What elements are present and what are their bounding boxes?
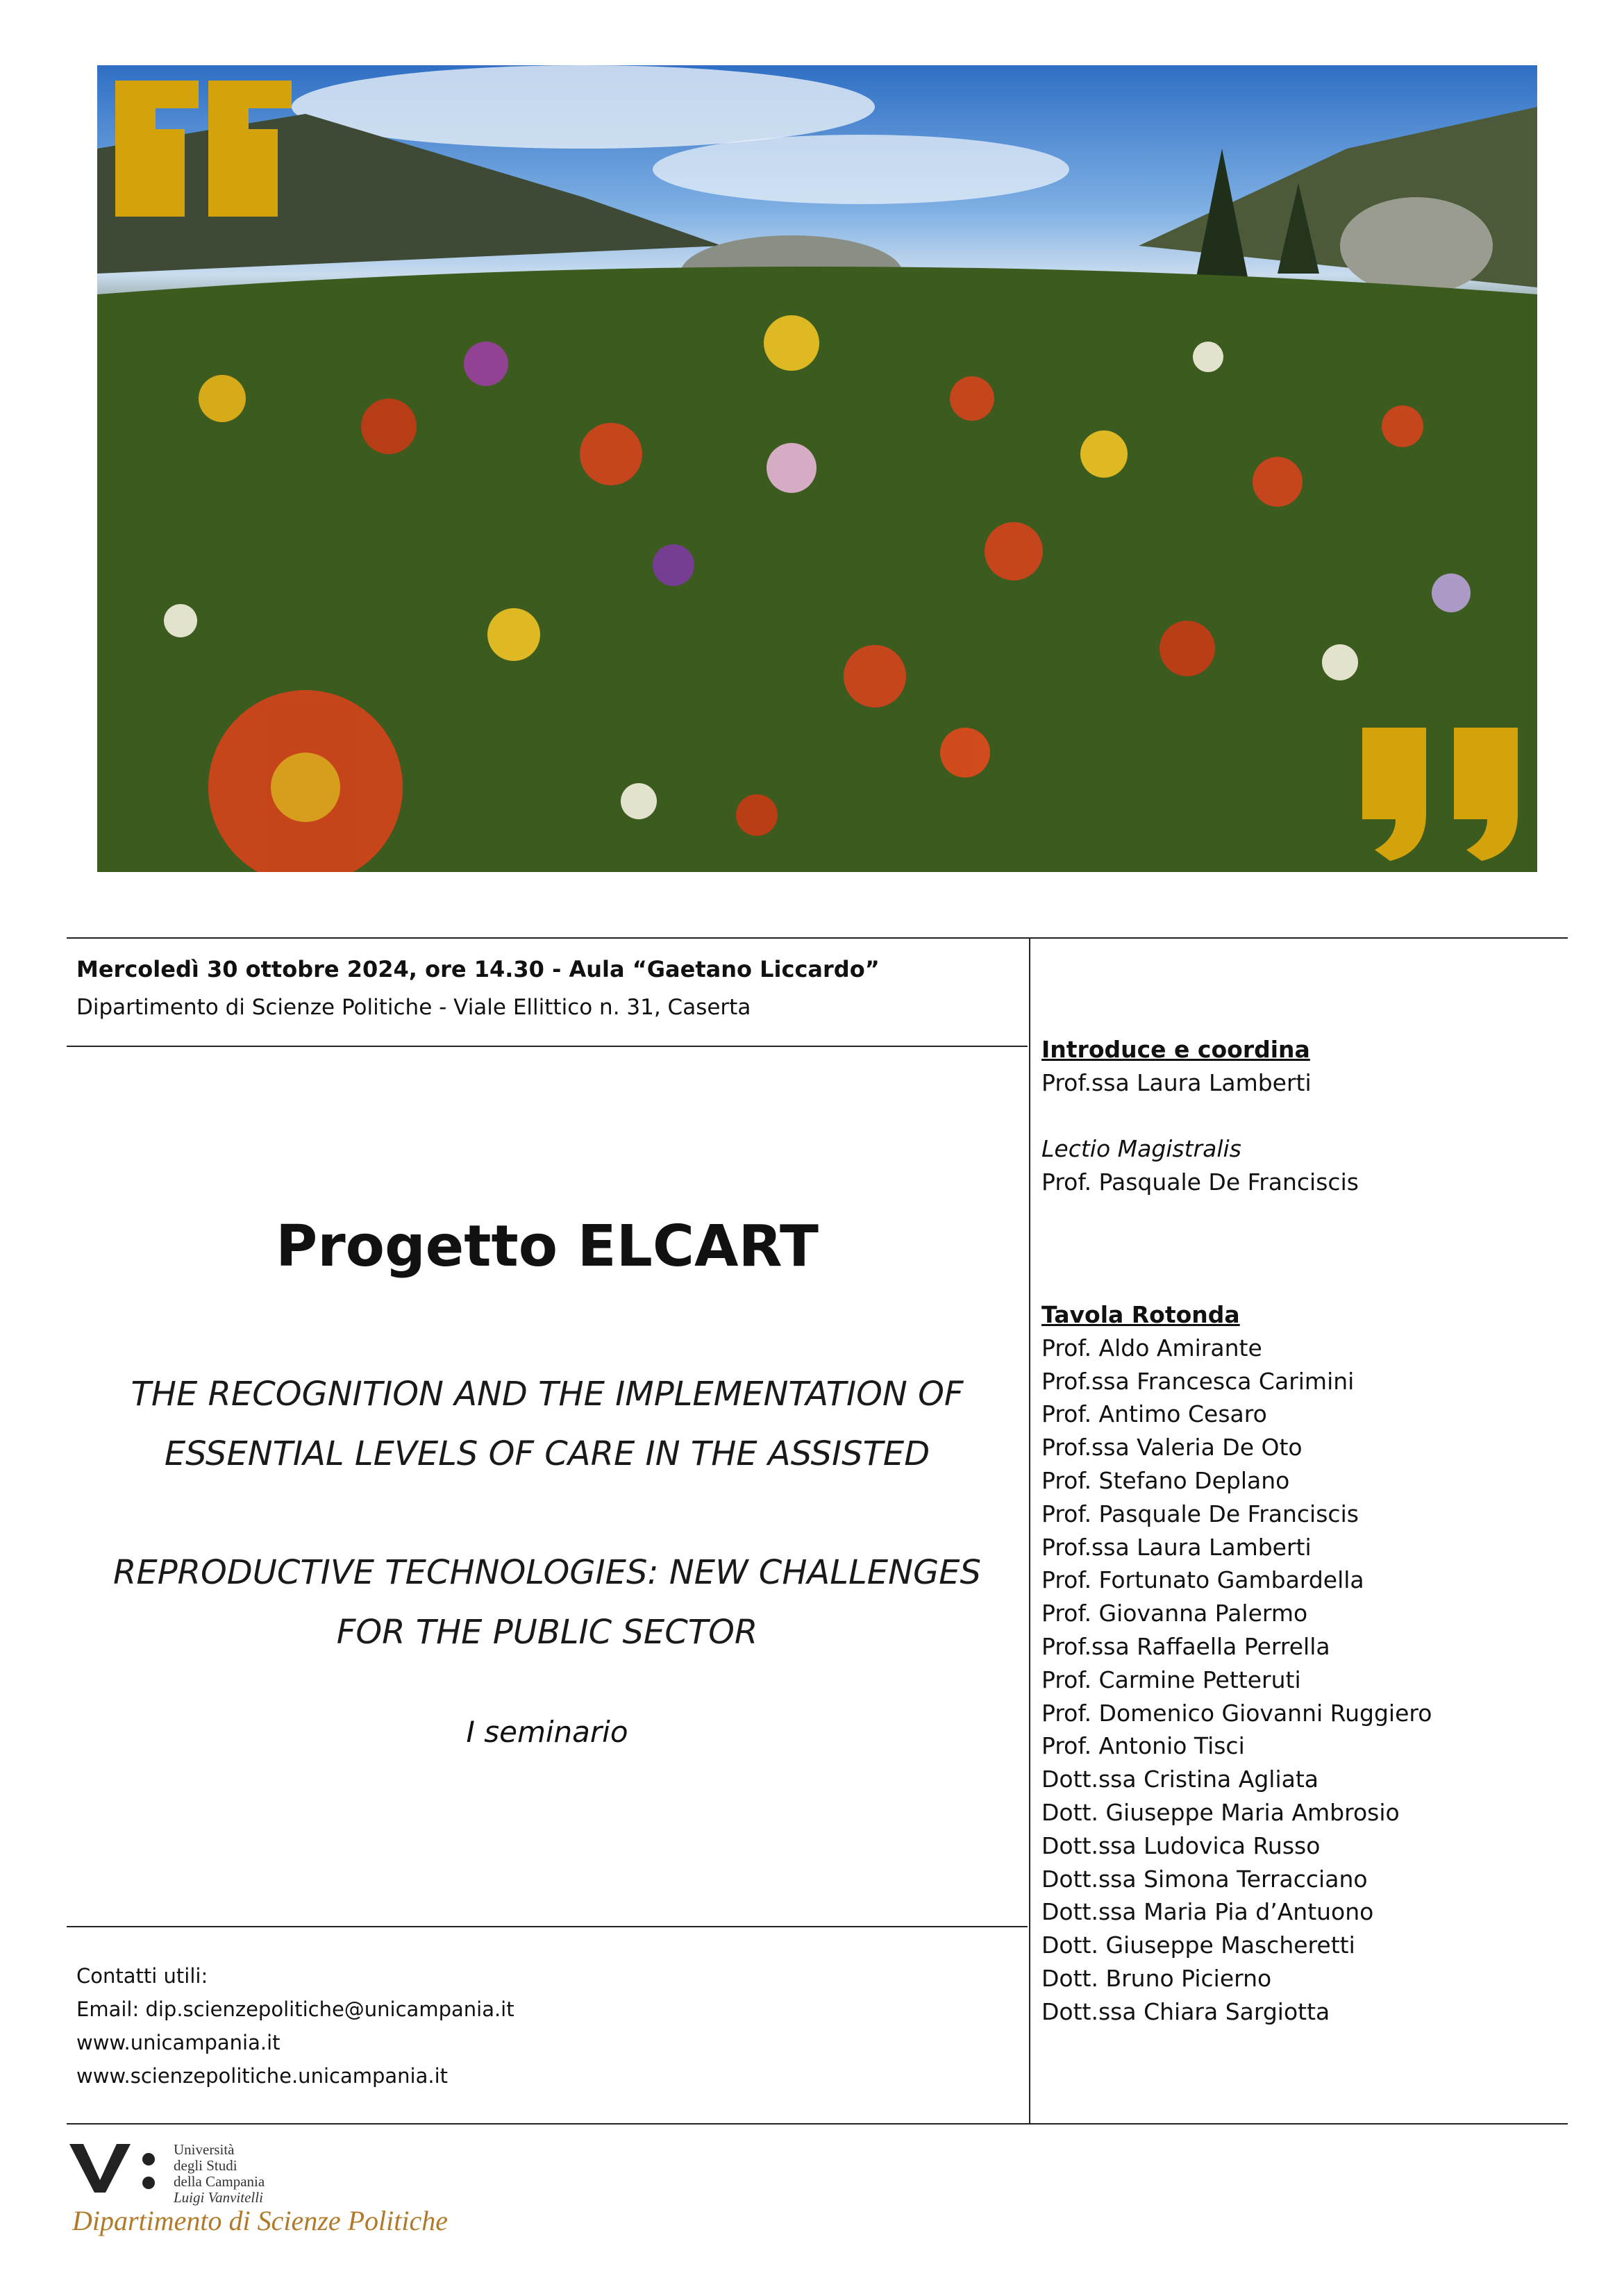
department-name: Dipartimento di Scienze Politiche [72, 2205, 448, 2236]
speaker-item: Prof. Giovanna Palermo [1041, 1600, 1308, 1627]
event-address: Dipartimento di Scienze Politiche - Viale Ellittico n. 31, Caserta [76, 995, 751, 1020]
speaker-item: Prof. Antimo Cesaro [1041, 1400, 1267, 1428]
speaker-item: Prof. Stefano Deplano [1041, 1466, 1290, 1494]
lectio-heading: Lectio Magistralis [1041, 1135, 1241, 1163]
spacer [1041, 1199, 1569, 1298]
seminar-label: I seminario [466, 1715, 628, 1749]
university-logo-icon [67, 2140, 164, 2195]
subtitle-line: FOR THE PUBLIC SECTOR [336, 1613, 758, 1652]
contacts-label: Contatti utili: [76, 1964, 208, 1988]
university-line: della Campania [174, 2173, 265, 2190]
speaker-item: Dott.ssa Maria Pia d’Antuono [1041, 1898, 1374, 1926]
bottom-rule [67, 2123, 1568, 2125]
university-line: Luigi Vanvitelli [174, 2189, 263, 2206]
subtitle-line: ESSENTIAL LEVELS OF CARE IN THE ASSISTED [164, 1434, 930, 1473]
contacts-email-link[interactable]: Email: dip.scienzepolitiche@unicampania.it [76, 1997, 514, 2021]
header-photo [97, 65, 1537, 872]
speaker-list [1041, 1332, 1569, 2029]
speaker-item: Prof. Fortunato Gambardella [1041, 1566, 1364, 1594]
top-rule [67, 937, 1568, 939]
contacts-website-link[interactable]: www.unicampania.it [76, 2031, 281, 2054]
speaker-item: Prof.ssa Laura Lamberti [1041, 1533, 1312, 1561]
university-line: Università [174, 2141, 235, 2158]
column-divider [1029, 937, 1030, 2125]
close-quote-icon [1362, 728, 1526, 861]
speaker-item: Dott.ssa Chiara Sargiotta [1041, 1997, 1330, 2025]
speaker-item: Dott.ssa Simona Terracciano [1041, 1865, 1368, 1893]
speaker-item: Prof.ssa Valeria De Oto [1041, 1434, 1303, 1461]
event-date: Mercoledì 30 ottobre 2024, ore 14.30 - Aula “Gaetano Liccardo” [76, 956, 880, 982]
speaker-item: Dott.ssa Cristina Agliata [1041, 1766, 1319, 1793]
spacer [1041, 1100, 1569, 1133]
intro-speaker: Prof.ssa Laura Lamberti [1041, 1069, 1312, 1096]
university-name [174, 2142, 265, 2206]
lectio-speaker: Prof. Pasquale De Franciscis [1041, 1168, 1359, 1196]
meadow-illustration [97, 65, 1537, 872]
info-divider [67, 1046, 1028, 1047]
speaker-item: Dott.ssa Ludovica Russo [1041, 1832, 1321, 1859]
subtitle-line: THE RECOGNITION AND THE IMPLEMENTATION OF [131, 1375, 964, 1414]
round-table-heading: Tavola Rotonda [1041, 1300, 1240, 1328]
open-quote-icon [115, 81, 292, 217]
speaker-item: Prof. Antonio Tisci [1041, 1732, 1245, 1760]
subtitle-line: REPRODUCTIVE TECHNOLOGIES: NEW CHALLENGES [113, 1553, 981, 1592]
program-column [1041, 1033, 1569, 2029]
speaker-item: Prof. Domenico Giovanni Ruggiero [1041, 1699, 1432, 1727]
speaker-item: Prof.ssa Raffaella Perrella [1041, 1632, 1330, 1660]
contacts-department-website-link[interactable]: www.scienzepolitiche.unicampania.it [76, 2064, 448, 2088]
speaker-item: Dott. Bruno Picierno [1041, 1964, 1272, 1992]
intro-heading: Introduce e coordina [1041, 1036, 1310, 1063]
university-line: degli Studi [174, 2157, 237, 2174]
page-title: Progetto ELCART [276, 1214, 819, 1280]
speaker-item: Prof. Carmine Petteruti [1041, 1666, 1301, 1693]
speaker-item: Prof.ssa Francesca Carimini [1041, 1367, 1355, 1395]
contacts-divider [67, 1926, 1028, 1927]
speaker-item: Prof. Aldo Amirante [1041, 1334, 1262, 1361]
contacts-block [76, 1959, 514, 2093]
speaker-item: Prof. Pasquale De Franciscis [1041, 1500, 1359, 1527]
speaker-item: Dott. Giuseppe Maria Ambrosio [1041, 1798, 1400, 1826]
speaker-item: Dott. Giuseppe Mascheretti [1041, 1932, 1355, 1959]
